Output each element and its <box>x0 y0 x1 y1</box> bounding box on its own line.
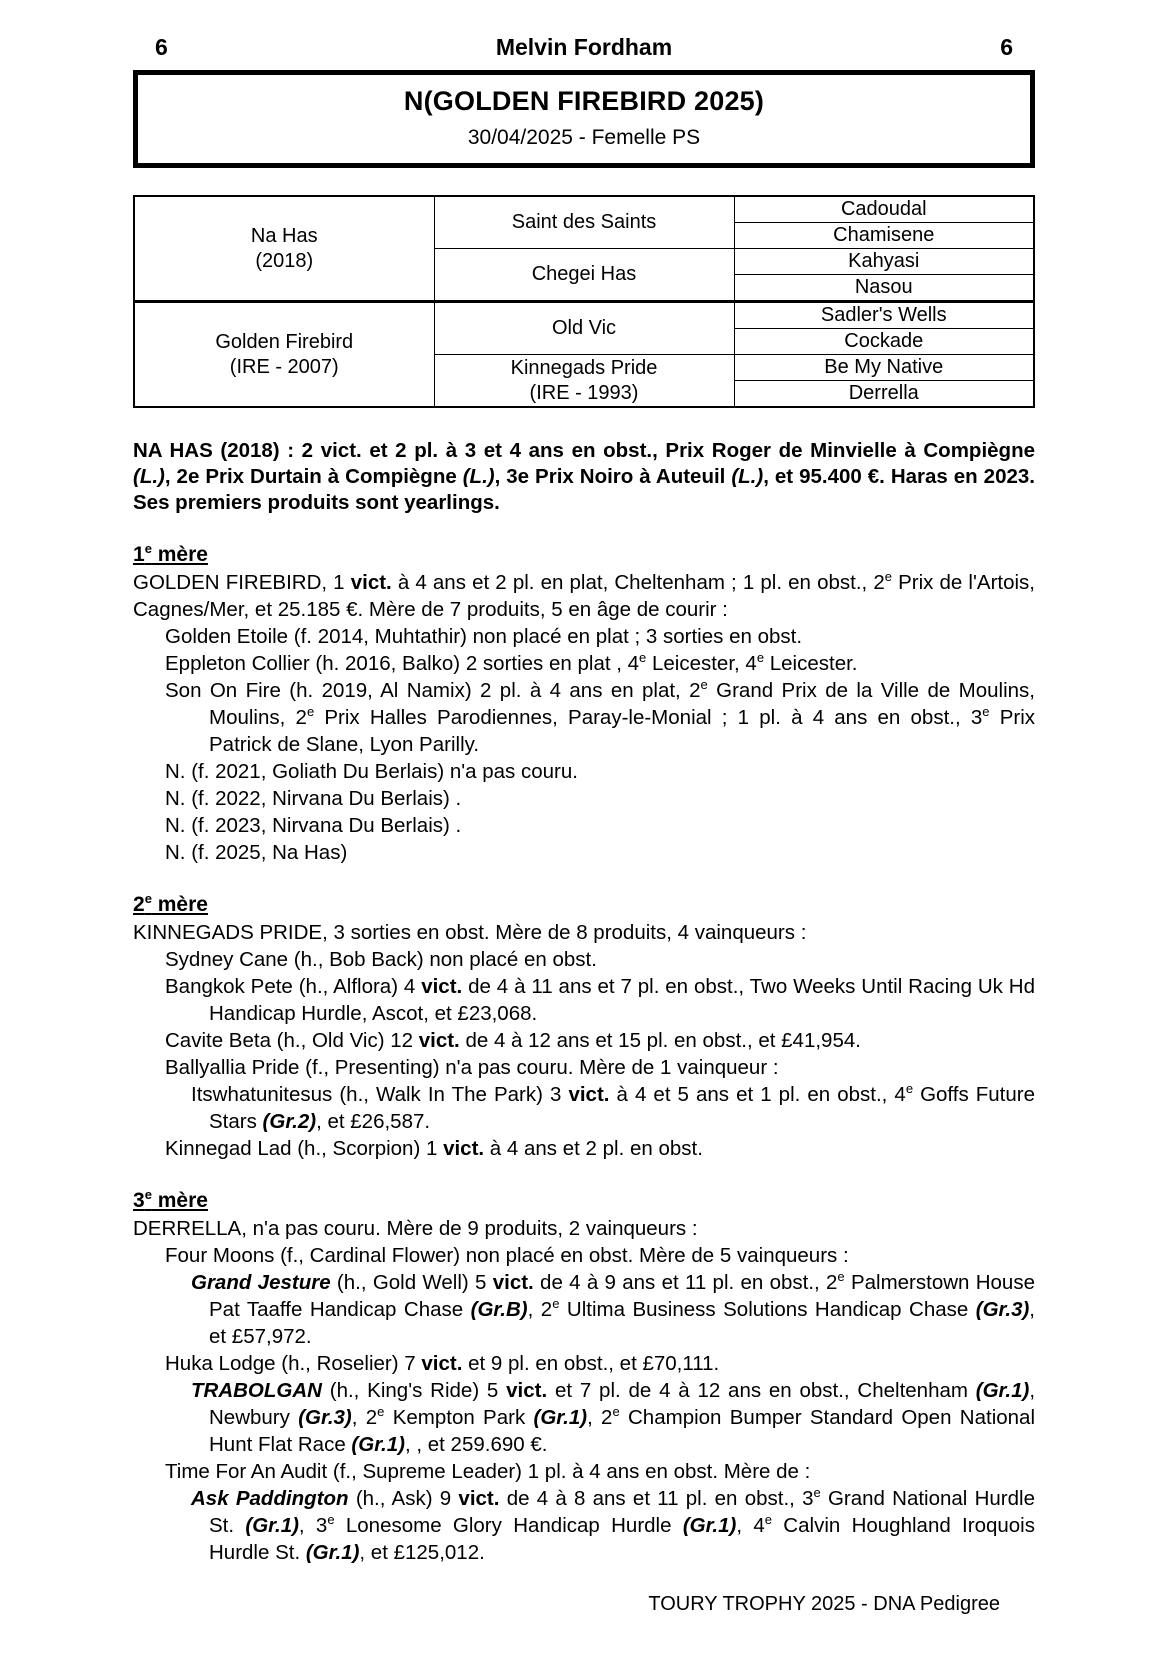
text-run: Lonesome Glory Handicap Hurdle <box>334 1514 683 1537</box>
text-run: vict. <box>421 1352 463 1375</box>
birth-info: 30/04/2025 - Femelle PS <box>467 126 701 149</box>
text-run: Kempton Park <box>384 1406 534 1429</box>
text-run: Prix Patrick de Slane, Lyon Parilly. <box>209 706 1035 756</box>
heading-superscript: e <box>144 1187 152 1202</box>
text-run: (Gr.B) <box>470 1298 528 1321</box>
text-run: , et £57,972. <box>209 1298 1035 1348</box>
mare-section-heading-text: 1e mère <box>133 541 208 566</box>
text-run: (L.) <box>731 465 764 488</box>
pedigree-cell <box>434 302 734 355</box>
page-number-left: 6 <box>155 34 168 60</box>
text-run: Eppleton Collier (h. 2016, Balko) 2 sorties en plat , 4 <box>165 652 640 675</box>
heading-superscript: e <box>144 891 152 906</box>
mare-section-heading <box>133 890 1035 919</box>
text-run: N. (f. 2022, Nirvana Du Berlais) . <box>165 787 462 810</box>
text-run: (L.) <box>133 465 165 488</box>
mare-section-heading <box>133 1186 1035 1215</box>
horse-name: Golden Firebird <box>215 330 354 353</box>
text-run: Ultima Business Solutions Handicap Chase <box>559 1298 976 1321</box>
pedigree-line <box>133 623 1035 650</box>
horse-name: Cadoudal <box>840 198 927 220</box>
text-run: Champion Bumper Standard Open National Hunt Flat Race <box>209 1406 1036 1456</box>
pedigree-line <box>133 839 1035 866</box>
text-run: N. (f. 2021, Goliath Du Berlais) n'a pas couru. <box>165 760 578 783</box>
pedigree-line <box>133 1377 1035 1458</box>
text-run: (Gr.1) <box>975 1379 1030 1402</box>
page-footer <box>648 1593 1000 1616</box>
text-run: vict. <box>492 1271 534 1294</box>
text-run: , 2 <box>527 1298 553 1321</box>
text-run: e <box>982 704 990 720</box>
horse-detail: (2018) <box>255 249 314 272</box>
pedigree-line <box>133 919 1035 946</box>
text-run: e <box>700 677 708 693</box>
text-run: N. (f. 2025, Na Has) <box>165 841 348 864</box>
text-run: Prix Halles Parodiennes, Paray-le-Monial ; 1 pl. à 4 ans en obst., 3 <box>314 706 983 729</box>
text-run: Time For An Audit (f., Supreme Leader) 1 pl. à 4 ans en obst. Mère de : <box>165 1460 811 1483</box>
text-run: , 4 <box>736 1514 765 1537</box>
text-run: vict. <box>506 1379 548 1402</box>
text-run: vict. <box>568 1083 610 1106</box>
horse-name: Na Has <box>250 224 318 247</box>
pedigree-line <box>133 758 1035 785</box>
horse-name: Chamisene <box>833 224 935 246</box>
text-run: Huka Lodge (h., Roselier) 7 <box>165 1352 422 1375</box>
text-run: , 3e Prix Noiro à Auteuil <box>494 465 732 488</box>
text-run: e <box>377 1404 385 1420</box>
pedigree-line <box>133 1485 1035 1566</box>
pedigree-line <box>133 946 1035 973</box>
text-run: (Gr.1) <box>533 1406 588 1429</box>
horse-title: N(GOLDEN FIREBIRD 2025) <box>403 86 765 116</box>
pedigree-line <box>133 569 1035 623</box>
pedigree-line <box>133 650 1035 677</box>
text-run: à 4 et 5 ans et 1 pl. en obst., 4 <box>609 1083 906 1106</box>
pedigree-line <box>133 1135 1035 1162</box>
text-run: e <box>837 1269 845 1285</box>
heading-superscript: e <box>144 541 152 556</box>
text-run: Sydney Cane (h., Bob Back) non placé en obst. <box>165 948 597 971</box>
text-run: , et £125,012. <box>359 1541 485 1564</box>
pedigree-cell <box>734 249 1034 275</box>
title-box <box>133 70 1035 168</box>
pedigree-line <box>133 1269 1035 1350</box>
text-run: vict. <box>418 1029 460 1052</box>
mare-section-heading-text: 2e mère <box>133 891 208 916</box>
text-run: NA HAS (2018) : 2 vict. et 2 pl. à 3 et 4 ans en obst., Prix Roger de Minvielle à Compiègne <box>133 439 1035 462</box>
text-run: et 7 pl. de 4 à 12 ans en obst., Cheltenham <box>547 1379 976 1402</box>
horse-name: Be My Native <box>824 356 944 378</box>
pedigree-line <box>133 1350 1035 1377</box>
text-run: Palmerstown House Pat Taaffe Handicap Chase <box>209 1271 1035 1321</box>
mare-section-heading-text: 3e mère <box>133 1187 208 1212</box>
horse-name: Sadler's Wells <box>820 304 947 326</box>
pedigree-cell <box>734 302 1034 329</box>
text-run: , 2 <box>587 1406 613 1429</box>
pedigree-line <box>133 785 1035 812</box>
page-number-right: 6 <box>1000 34 1013 60</box>
pedigree-cell <box>134 302 434 408</box>
horse-name: Kinnegads Pride <box>510 356 658 379</box>
pedigree-cell <box>734 381 1034 408</box>
text-run: , 2e Prix Durtain à Compiègne <box>164 465 463 488</box>
pedigree-cell <box>434 355 734 408</box>
text-run: Ballyallia Pride (f., Presenting) n'a pas couru. Mère de 1 vainqueur : <box>165 1056 779 1079</box>
pedigree-cell <box>734 223 1034 249</box>
text-run: (Gr.3) <box>975 1298 1030 1321</box>
text-run: , , et 259.690 €. <box>404 1433 548 1456</box>
text-run: vict. <box>350 571 392 594</box>
horse-name: Nasou <box>854 276 913 298</box>
text-run: Golden Etoile (f. 2014, Muhtathir) non placé en plat ; 3 sorties en obst. <box>165 625 803 648</box>
text-run: de 4 à 12 ans et 15 pl. en obst., et £41,954. <box>459 1029 861 1052</box>
text-run: KINNEGADS PRIDE, 3 sorties en obst. Mère de 8 produits, 4 vainqueurs : <box>133 921 807 944</box>
pedigree-line <box>133 973 1035 1027</box>
text-run: (Gr.1) <box>351 1433 405 1456</box>
text-run: e <box>756 650 765 666</box>
text-run: Cavite Beta (h., Old Vic) 12 <box>165 1029 419 1052</box>
horse-name: Kahyasi <box>848 250 920 272</box>
text-run: (Gr.1) <box>305 1541 360 1564</box>
text-run: à 4 ans et 2 pl. en plat, Cheltenham ; 1 pl. en obst., 2 <box>391 571 885 594</box>
text-run: (Gr.2) <box>262 1110 317 1133</box>
text-run: DERRELLA, n'a pas couru. Mère de 9 produits, 2 vainqueurs : <box>133 1217 698 1240</box>
text-run: Itswhatunitesus (h., Walk In The Park) 3 <box>191 1083 569 1106</box>
header-author: Melvin Fordham <box>495 34 673 60</box>
pedigree-cell <box>734 275 1034 302</box>
text-run: vict. <box>443 1137 485 1160</box>
text-run: Grand Jesture <box>191 1271 331 1294</box>
text-run: de 4 à 8 ans et 11 pl. en obst., 3 <box>499 1487 814 1510</box>
text-run: e <box>552 1296 560 1312</box>
text-run: et 9 pl. en obst., et £70,111. <box>462 1352 720 1375</box>
text-run: de 4 à 11 ans et 7 pl. en obst., Two Weeks Until Racing Uk Hd Handicap Hurdle, Ascot, et £23,068. <box>209 975 1036 1025</box>
text-run: GOLDEN FIREBIRD, 1 <box>133 571 351 594</box>
text-run: e <box>612 1404 620 1420</box>
text-run: (L.) <box>462 465 495 488</box>
text-run: , et 95.400 €. Haras en 2023. Ses premiers produits sont yearlings. <box>133 465 1035 514</box>
text-run: , 2 <box>351 1406 378 1429</box>
text-run: Bangkok Pete (h., Alflora) 4 <box>165 975 422 998</box>
text-run: (Gr.1) <box>245 1514 299 1537</box>
text-run: Leicester. <box>764 652 858 675</box>
pedigree-line <box>133 1054 1035 1081</box>
horse-name: Saint des Saints <box>511 211 657 233</box>
text-run: , 3 <box>298 1514 328 1537</box>
pedigree-cell <box>434 196 734 249</box>
text-run: e <box>639 650 647 666</box>
text-run: (h., Gold Well) 5 <box>330 1271 493 1294</box>
text-run: (h., King's Ride) 5 <box>321 1379 507 1402</box>
pedigree-cell <box>734 355 1034 381</box>
text-run: Calvin Houghland Iroquois Hurdle St. <box>209 1514 1035 1564</box>
text-run: de 4 à 9 ans et 11 pl. en obst., 2 <box>533 1271 838 1294</box>
mare-section-heading <box>133 540 1035 569</box>
mare-sections <box>133 540 1035 1566</box>
text-run: e <box>905 1081 914 1097</box>
text-run: Grand Prix de la Ville de Moulins, Moulins, 2 <box>209 679 1035 729</box>
pedigree-table <box>133 195 1035 408</box>
pedigree-line <box>133 677 1035 758</box>
text-run: Prix de l'Artois, Cagnes/Mer, et 25.185 €. Mère de 7 produits, 5 en âge de courir : <box>133 571 1035 621</box>
horse-detail: (IRE - 1993) <box>529 381 639 404</box>
pedigree-line <box>133 1242 1035 1269</box>
text-run: , Newbury <box>209 1379 1036 1429</box>
pedigree-line <box>133 1081 1035 1135</box>
horse-name: Cockade <box>844 330 924 352</box>
page-header <box>133 34 1035 61</box>
pedigree-line <box>133 812 1035 839</box>
text-run: Grand National Hurdle St. <box>209 1487 1035 1537</box>
text-run: (Gr.3) <box>298 1406 352 1429</box>
text-run: (Gr.1) <box>682 1514 737 1537</box>
text-run: e <box>306 704 315 720</box>
text-run: e <box>764 1512 772 1528</box>
pedigree-row <box>134 302 1034 329</box>
pedigree-cell <box>734 196 1034 223</box>
pedigree-cell <box>134 196 434 302</box>
pedigree-line <box>133 1458 1035 1485</box>
footer-text: TOURY TROPHY 2025 - DNA Pedigree <box>648 1593 1000 1615</box>
text-run: Leicester, 4 <box>646 652 757 675</box>
text-run: à 4 ans et 2 pl. en obst. <box>484 1137 703 1160</box>
text-run: Ask Paddington <box>191 1487 349 1510</box>
pedigree-line <box>133 1215 1035 1242</box>
text-run: Son On Fire (h. 2019, Al Namix) 2 pl. à 4 ans en plat, 2 <box>165 679 701 702</box>
text-run: N. (f. 2023, Nirvana Du Berlais) . <box>165 814 462 837</box>
text-run: e <box>327 1512 335 1528</box>
text-run: vict. <box>421 975 463 998</box>
text-run: , et £26,587. <box>316 1110 431 1133</box>
horse-name: Old Vic <box>551 317 617 339</box>
sire-note <box>133 438 1035 516</box>
horse-detail: (IRE - 2007) <box>229 355 339 378</box>
horse-name: Derrella <box>848 382 919 404</box>
text-run: e <box>884 569 892 585</box>
pedigree-cell <box>434 249 734 302</box>
pedigree-row <box>134 196 1034 223</box>
text-run: Kinnegad Lad (h., Scorpion) 1 <box>165 1137 444 1160</box>
text-run: (h., Ask) 9 <box>348 1487 459 1510</box>
pedigree-line <box>133 1027 1035 1054</box>
text-run: Four Moons (f., Cardinal Flower) non placé en obst. Mère de 5 vainqueurs : <box>165 1244 849 1267</box>
text-run: vict. <box>458 1487 500 1510</box>
text-run: Goffs Future Stars <box>209 1083 1035 1133</box>
horse-name: Chegei Has <box>531 263 637 285</box>
text-run: TRABOLGAN <box>191 1379 322 1402</box>
text-run: e <box>813 1485 821 1501</box>
pedigree-cell <box>734 329 1034 355</box>
